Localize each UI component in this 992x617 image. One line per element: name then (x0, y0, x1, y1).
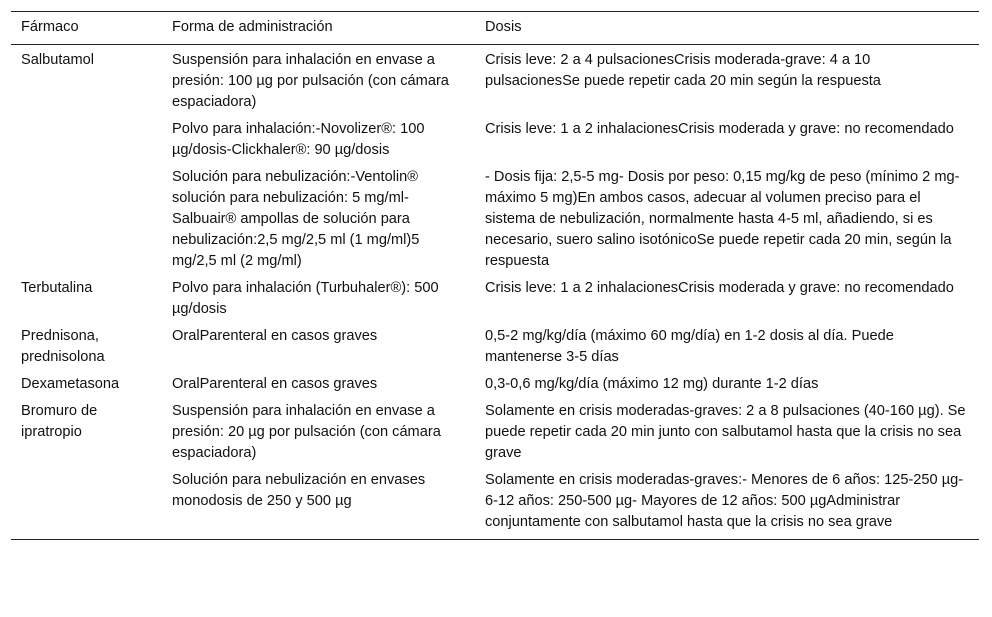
table-row (11, 164, 979, 275)
dose-cell: Crisis leve: 1 a 2 inhalacionesCrisis moderada y grave: no recomendado (485, 121, 954, 137)
dose-cell: Crisis leve: 2 a 4 pulsacionesCrisis moderada-grave: 4 a 10 pulsacionesSe puede repetir cada 20 min según la respuesta (485, 52, 881, 89)
header-row (11, 12, 979, 45)
dose-cell: Crisis leve: 1 a 2 inhalacionesCrisis moderada y grave: no recomendado (485, 280, 954, 296)
drug-cell (11, 116, 162, 164)
dose-cell: - Dosis fija: 2,5-5 mg- Dosis por peso: 0,15 mg/kg de peso (mínimo 2 mg-máximo 5 mg)En ambos casos, adecuar al volumen preciso para el sistema de nebulización, normalmente hasta 4-5 ml, añadiendo, si es necesario, suero salino isotónicoSe puede repetir cada 20 min, según la respuesta (485, 169, 960, 269)
header-form: Forma de administración (162, 12, 475, 45)
form-cell: Solución para nebulización en envases monodosis de 250 y 500 µg (162, 467, 475, 540)
drug-cell: Salbutamol (21, 52, 95, 68)
table-row (11, 275, 979, 323)
drug-cell (11, 164, 162, 275)
drug-cell: Terbutalina (21, 280, 93, 296)
form-cell: Polvo para inhalación:-Novolizer®: 100 µg/dosis-Clickhaler®: 90 µg/dosis (172, 121, 425, 158)
form-cell: OralParenteral en casos graves (172, 376, 378, 392)
table-body (11, 45, 979, 540)
table-row (11, 371, 979, 398)
dose-cell: Solamente en crisis moderadas-graves:- Menores de 6 años: 125-250 µg- 6-12 años: 250-500 µg- Mayores de 12 años: 500 µgAdministrar conjuntamente con salbutamol hasta que la crisis no sea grave (475, 467, 979, 540)
form-cell: OralParenteral en casos graves (172, 328, 378, 344)
table-row (11, 116, 979, 164)
drug-cell: Prednisona, prednisolona (21, 328, 105, 365)
table-row (11, 45, 979, 117)
drug-cell: Bromuro de ipratropio (21, 403, 98, 440)
table-header (11, 12, 979, 45)
drug-cell: Dexametasona (21, 376, 120, 392)
table-row (11, 398, 979, 467)
form-cell: Suspensión para inhalación en envase a presión: 100 µg por pulsación (con cámara espaciadora) (172, 52, 449, 110)
form-cell: Solución para nebulización:-Ventolin® solución para nebulización: 5 mg/ml-Salbuair® ampollas de solución para nebulización:2,5 mg/2,5 ml (1 mg/ml)5 mg/2,5 ml (2 mg/ml) (172, 169, 420, 269)
dose-cell: 0,5-2 mg/kg/día (máximo 60 mg/día) en 1-2 dosis al día. Puede mantenerse 3-5 días (485, 328, 894, 365)
form-cell: Suspensión para inhalación en envase a presión: 20 µg por pulsación (con cámara espaciadora) (172, 403, 441, 461)
dose-cell: 0,3-0,6 mg/kg/día (máximo 12 mg) durante 1-2 días (485, 376, 819, 392)
form-cell: Polvo para inhalación (Turbuhaler®): 500 µg/dosis (172, 280, 439, 317)
header-drug: Fármaco (11, 12, 162, 45)
dose-cell: Solamente en crisis moderadas-graves: 2 a 8 pulsaciones (40-160 µg). Se puede repetir cada 20 min junto con salbutamol hasta que la crisis no sea grave (485, 403, 966, 461)
header-dose: Dosis (475, 12, 979, 45)
table-row (11, 323, 979, 371)
table-row (11, 467, 979, 540)
drug-cell (11, 467, 162, 540)
dosage-table (11, 11, 979, 540)
